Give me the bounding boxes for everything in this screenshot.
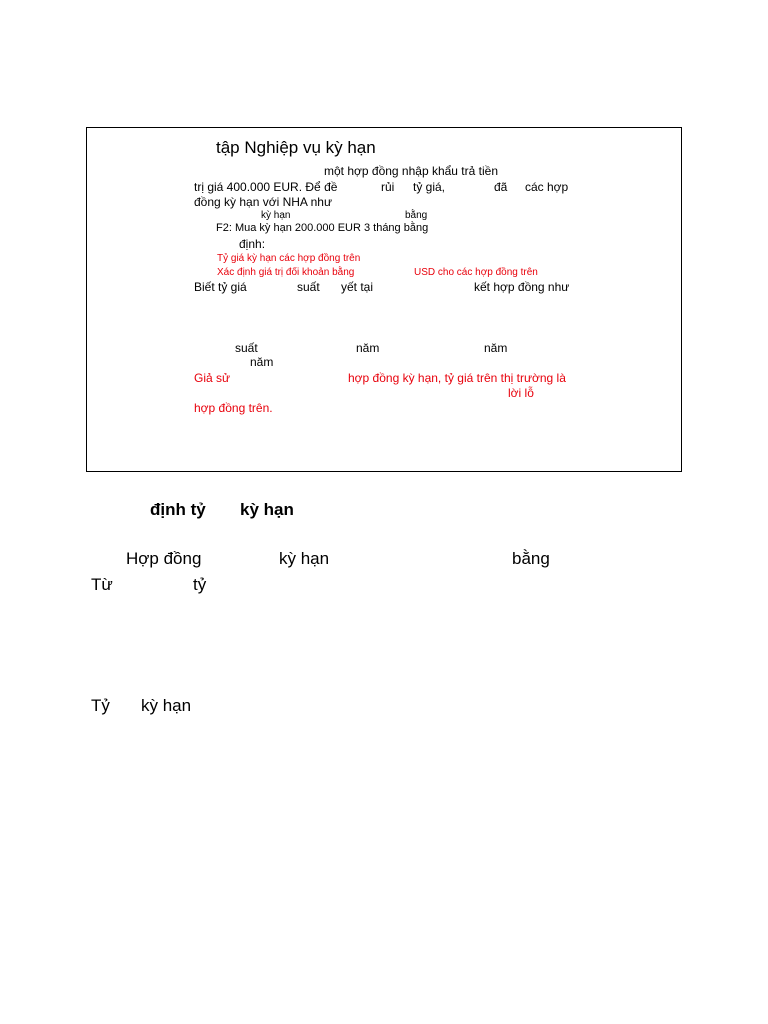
body-text: kỳ hạn (279, 549, 330, 568)
exercise-line: năm (356, 341, 380, 355)
requirement-line: lời lỗ (508, 386, 534, 400)
exercise-line: suất (297, 280, 320, 294)
exercise-line: trị giá 400.000 EUR. Để đề (194, 180, 338, 194)
exercise-line: suất (235, 341, 258, 355)
exercise-line: năm (250, 355, 274, 369)
body-text: Từ (91, 575, 113, 594)
exercise-line: Biết tỷ giá (194, 280, 247, 294)
body-text: Hợp đồng (126, 549, 202, 568)
requirement-line: hợp đồng trên. (194, 401, 273, 415)
exercise-line: đồng kỳ hạn với NHA như (194, 195, 332, 209)
body-text: tỷ (193, 575, 207, 594)
body-text: bằng (512, 549, 550, 568)
requirement-line: Giả sử (194, 371, 231, 385)
exercise-line: năm (484, 341, 508, 355)
section-heading: định tỷ (150, 500, 206, 519)
section-heading: kỳ hạn (240, 500, 294, 519)
requirement-line: USD cho các hợp đồng trên (414, 267, 538, 278)
exercise-line: bằng (405, 210, 428, 221)
requirement-line: hợp đồng kỳ hạn, tỷ giá trên thị trường là (348, 371, 566, 385)
exercise-box (86, 127, 682, 472)
exercise-line: đã (494, 180, 508, 194)
exercise-line: yết tại (341, 280, 374, 294)
exercise-line: các hợp (525, 180, 569, 194)
requirement-line: Xác định giá trị đối khoản bằng (217, 267, 355, 278)
exercise-line: một hợp đồng nhập khẩu trả tiền (324, 164, 498, 178)
exercise-line: kết hợp đồng như (474, 280, 570, 294)
requirement-line: Tỷ giá kỳ hạn các hợp đồng trên (217, 253, 361, 264)
exercise-line: rủi (381, 180, 395, 194)
body-text: Tỷ (91, 696, 110, 715)
exercise-line: tỷ giá, (413, 180, 446, 194)
exercise-title: tập Nghiệp vụ kỳ hạn (216, 138, 376, 157)
exercise-line: định: (239, 237, 266, 251)
body-text: kỳ hạn (141, 696, 192, 715)
exercise-line: kỳ hạn (261, 210, 291, 221)
exercise-line: F2: Mua kỳ hạn 200.000 EUR 3 tháng bằng (216, 222, 429, 234)
